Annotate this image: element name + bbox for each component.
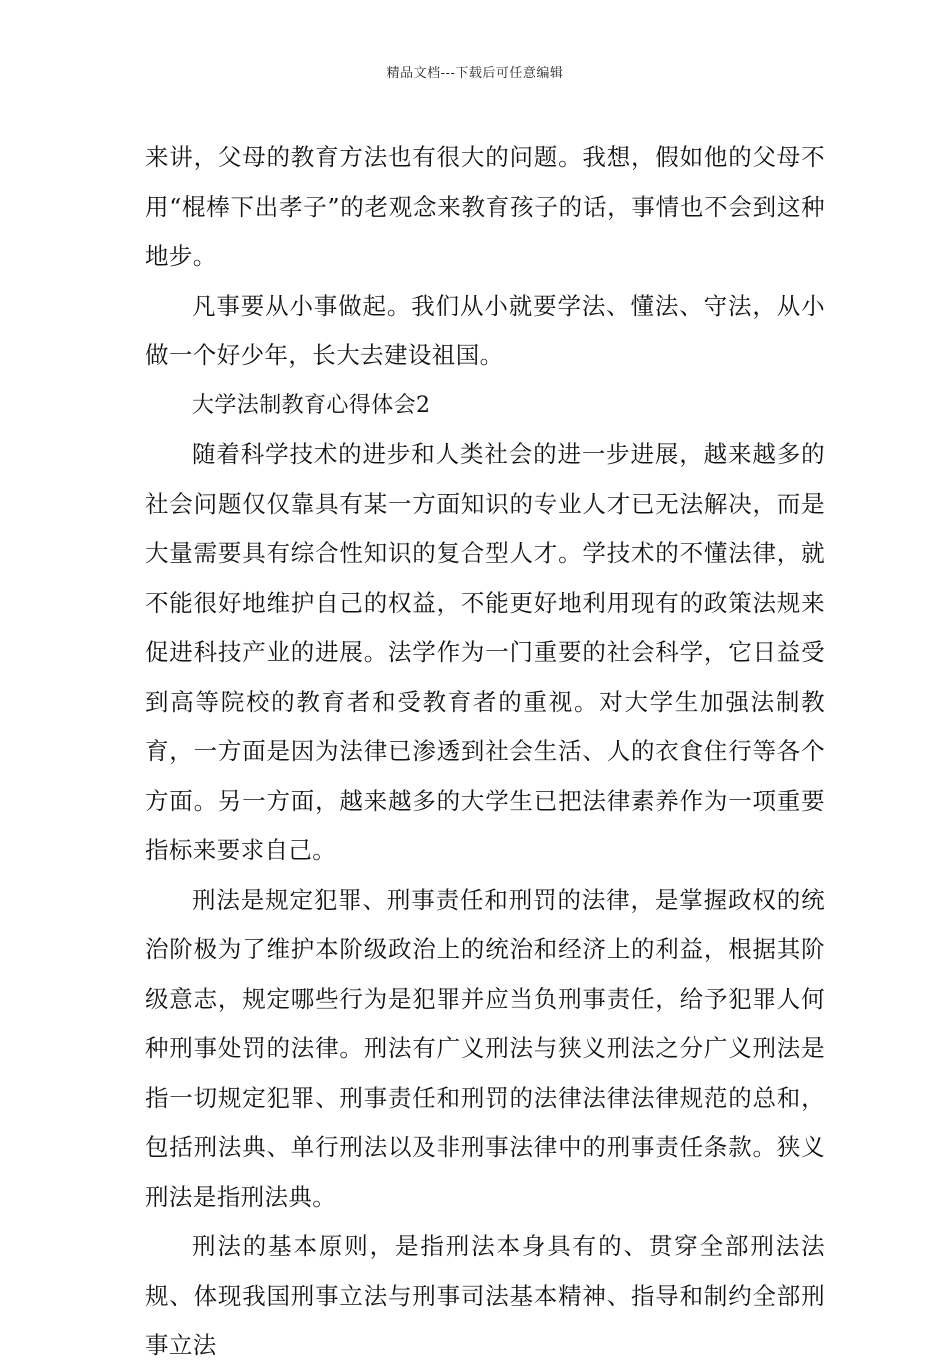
paragraph-continuation: 来讲，父母的教育方法也有很大的问题。我想，假如他的父母不用“棍棒下出孝子”的老观念来教育孩子的话，事情也不会到这种地步。 <box>145 143 825 270</box>
page-header: 精品文档---下载后可任意编辑 <box>386 66 564 81</box>
paragraph: 刑法的基本原则，是指刑法本身具有的、贯穿全部刑法法规、体现我国刑事立法与刑事司法基本精神、指导和制约全部刑事立法 <box>145 1232 825 1359</box>
paragraph: 刑法是规定犯罪、刑事责任和刑罚的法律，是掌握政权的统治阶极为了维护本阶级政治上的统治和经济上的利益，根据其阶级意志，规定哪些行为是犯罪并应当负刑事责任，给予犯罪人何种刑事处罚的法律。刑法有广义刑法与狭义刑法之分广义刑法是指一切规定犯罪、刑事责任和刑罚的法律法律法律规范的总和，包括刑法典、单行刑法以及非刑事法律中的刑事责任条款。狭义刑法是指刑法典。 <box>145 885 825 1211</box>
paragraph: 凡事要从小事做起。我们从小就要学法、懂法、守法，从小做一个好少年，长大去建设祖国。 <box>145 291 825 369</box>
document-body <box>145 133 825 1371</box>
section-heading: 大学法制教育心得体会2 <box>192 392 431 418</box>
paragraph: 随着科学技术的进步和人类社会的进一步进展，越来越多的社会问题仅仅靠具有某一方面知识的专业人才已无法解决，而是大量需要具有综合性知识的复合型人才。学技术的不懂法律，就不能很好地维护自己的权益，不能更好地利用现有的政策法规来促进科技产业的进展。法学作为一门重要的社会科学，它日益受到高等院校的教育者和受教育者的重视。对大学生加强法制教育，一方面是因为法律已渗透到社会生活、人的衣食住行等各个方面。另一方面，越来越多的大学生已把法律素养作为一项重要指标来要求自己。 <box>145 440 825 864</box>
